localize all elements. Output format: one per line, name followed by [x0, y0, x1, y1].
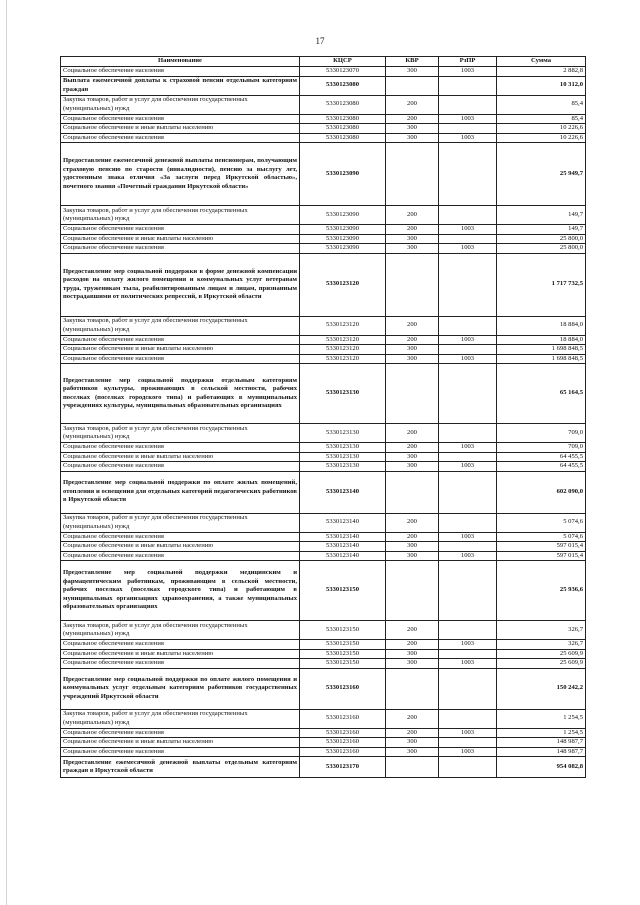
- cell-kcsr: 5330123120: [300, 335, 386, 345]
- cell-rzpr: [439, 124, 497, 134]
- cell-kvr: 200: [386, 335, 439, 345]
- cell-rzpr: [439, 345, 497, 355]
- cell-rzpr: [439, 95, 497, 114]
- cell-kcsr: 5330123120: [300, 345, 386, 355]
- table-row: [61, 640, 586, 650]
- cell-sum: 64 455,5: [497, 452, 586, 462]
- cell-rzpr: 1003: [439, 659, 497, 669]
- cell-sum: 597 015,4: [497, 551, 586, 561]
- cell-rzpr: 1003: [439, 728, 497, 738]
- cell-rzpr: [439, 316, 497, 335]
- cell-name: Социальное обеспечение населения: [61, 225, 300, 235]
- cell-sum: 602 090,0: [497, 471, 586, 513]
- cell-sum: 326,7: [497, 640, 586, 650]
- cell-sum: 65 164,5: [497, 364, 586, 424]
- cell-kcsr: 5330123080: [300, 76, 386, 95]
- cell-sum: 1 698 848,5: [497, 354, 586, 364]
- cell-sum: 1 698 848,5: [497, 345, 586, 355]
- table-row: [61, 728, 586, 738]
- cell-kvr: [386, 253, 439, 316]
- cell-kcsr: 5330123130: [300, 424, 386, 443]
- table-row: [61, 443, 586, 453]
- cell-kvr: 300: [386, 747, 439, 757]
- table-row: [61, 462, 586, 472]
- cell-kvr: 200: [386, 424, 439, 443]
- cell-rzpr: [439, 452, 497, 462]
- cell-sum: 326,7: [497, 621, 586, 640]
- cell-name: Социальное обеспечение населения: [61, 640, 300, 650]
- cell-kvr: 200: [386, 443, 439, 453]
- cell-kvr: 300: [386, 738, 439, 748]
- cell-rzpr: [439, 143, 497, 206]
- table-row: [61, 225, 586, 235]
- table-row: [61, 316, 586, 335]
- cell-name: Социальное обеспечение и иные выплаты населению: [61, 452, 300, 462]
- cell-rzpr: 1003: [439, 551, 497, 561]
- cell-sum: 10 226,6: [497, 133, 586, 143]
- scan-edge-line: [6, 0, 7, 905]
- cell-sum: 150 242,2: [497, 668, 586, 709]
- cell-name: Социальное обеспечение населения: [61, 335, 300, 345]
- table-row-section: [61, 253, 586, 316]
- cell-name: Социальное обеспечение населения: [61, 244, 300, 254]
- cell-name: Закупка товаров, работ и услуг для обеспечения государственных (муниципальных) нужд: [61, 424, 300, 443]
- table-row: [61, 124, 586, 134]
- cell-rzpr: [439, 757, 497, 778]
- cell-name: Закупка товаров, работ и услуг для обеспечения государственных (муниципальных) нужд: [61, 95, 300, 114]
- cell-rzpr: [439, 206, 497, 225]
- table-row-section: [61, 757, 586, 778]
- cell-rzpr: 1003: [439, 462, 497, 472]
- cell-rzpr: 1003: [439, 67, 497, 77]
- cell-kvr: [386, 471, 439, 513]
- table-row: [61, 532, 586, 542]
- table-row: [61, 551, 586, 561]
- header-kcsr: КЦСР: [300, 57, 386, 67]
- cell-name: Предоставление мер социальной поддержки отдельным категориям работников культуры, проживающих в сельской местности, рабочих поселках (поселках городского типа) и работающих в муниципальных учреждениях культуры, муниципальных образовательных организациях: [61, 364, 300, 424]
- cell-name: Социальное обеспечение и иные выплаты населению: [61, 738, 300, 748]
- cell-name: Социальное обеспечение населения: [61, 659, 300, 669]
- cell-kvr: 300: [386, 354, 439, 364]
- cell-sum: 149,7: [497, 225, 586, 235]
- cell-sum: 149,7: [497, 206, 586, 225]
- table-row: [61, 114, 586, 124]
- cell-name: Социальное обеспечение населения: [61, 532, 300, 542]
- cell-kcsr: 5330123150: [300, 621, 386, 640]
- cell-sum: 25 949,7: [497, 143, 586, 206]
- table-row: [61, 452, 586, 462]
- header-rzpr: РзПР: [439, 57, 497, 67]
- cell-kvr: [386, 364, 439, 424]
- cell-rzpr: 1003: [439, 225, 497, 235]
- cell-sum: 709,0: [497, 443, 586, 453]
- cell-sum: 954 082,8: [497, 757, 586, 778]
- cell-kvr: 200: [386, 621, 439, 640]
- cell-sum: 1 717 732,5: [497, 253, 586, 316]
- cell-kcsr: 5330123160: [300, 738, 386, 748]
- header-kvr: КВР: [386, 57, 439, 67]
- table-row: [61, 234, 586, 244]
- cell-sum: 597 015,4: [497, 542, 586, 552]
- cell-kcsr: 5330123140: [300, 551, 386, 561]
- cell-sum: 1 254,5: [497, 709, 586, 728]
- cell-kcsr: 5330123120: [300, 316, 386, 335]
- cell-rzpr: 1003: [439, 114, 497, 124]
- table-row: [61, 659, 586, 669]
- cell-kcsr: 5330123090: [300, 234, 386, 244]
- cell-name: Закупка товаров, работ и услуг для обеспечения государственных (муниципальных) нужд: [61, 206, 300, 225]
- cell-name: Социальное обеспечение населения: [61, 67, 300, 77]
- cell-rzpr: 1003: [439, 640, 497, 650]
- cell-rzpr: 1003: [439, 133, 497, 143]
- cell-name: Предоставление ежемесячной денежной выплаты отдельным категориям граждан в Иркутской области: [61, 757, 300, 778]
- cell-kvr: 300: [386, 124, 439, 134]
- cell-name: Предоставление мер социальной поддержки по оплате жилых помещений, отопления и освещения для отдельных категорий педагогических работников в Иркутской области: [61, 471, 300, 513]
- cell-kvr: 300: [386, 542, 439, 552]
- cell-kvr: 300: [386, 551, 439, 561]
- cell-kvr: 300: [386, 462, 439, 472]
- cell-name: Социальное обеспечение и иные выплаты населению: [61, 124, 300, 134]
- cell-rzpr: 1003: [439, 747, 497, 757]
- page-number: 17: [315, 36, 325, 46]
- table-row: [61, 513, 586, 532]
- table-header-row: [61, 57, 586, 67]
- table-row: [61, 649, 586, 659]
- cell-sum: 25 936,6: [497, 561, 586, 621]
- cell-kvr: 200: [386, 206, 439, 225]
- cell-name: Социальное обеспечение населения: [61, 133, 300, 143]
- table-row: [61, 738, 586, 748]
- cell-sum: 2 882,8: [497, 67, 586, 77]
- table-row: [61, 621, 586, 640]
- cell-sum: 1 254,5: [497, 728, 586, 738]
- cell-rzpr: [439, 364, 497, 424]
- cell-kvr: 200: [386, 114, 439, 124]
- cell-kvr: 200: [386, 709, 439, 728]
- cell-rzpr: 1003: [439, 532, 497, 542]
- cell-kcsr: 5330123150: [300, 640, 386, 650]
- table-row: [61, 206, 586, 225]
- cell-kcsr: 5330123140: [300, 471, 386, 513]
- cell-rzpr: [439, 471, 497, 513]
- table-row-section: [61, 471, 586, 513]
- cell-kvr: [386, 561, 439, 621]
- table-row: [61, 424, 586, 443]
- cell-name: Социальное обеспечение и иные выплаты населению: [61, 234, 300, 244]
- cell-kvr: 200: [386, 728, 439, 738]
- cell-sum: 5 074,6: [497, 532, 586, 542]
- cell-rzpr: [439, 621, 497, 640]
- cell-kvr: 200: [386, 532, 439, 542]
- cell-kcsr: 5330123160: [300, 747, 386, 757]
- cell-kvr: [386, 76, 439, 95]
- cell-sum: 10 312,0: [497, 76, 586, 95]
- cell-rzpr: 1003: [439, 244, 497, 254]
- cell-kcsr: 5330123140: [300, 542, 386, 552]
- cell-kcsr: 5330123150: [300, 561, 386, 621]
- cell-kvr: 300: [386, 345, 439, 355]
- budget-table: [60, 56, 586, 778]
- cell-kvr: 200: [386, 513, 439, 532]
- cell-rzpr: [439, 513, 497, 532]
- cell-name: Закупка товаров, работ и услуг для обеспечения государственных (муниципальных) нужд: [61, 621, 300, 640]
- cell-sum: 64 455,5: [497, 462, 586, 472]
- cell-name: Закупка товаров, работ и услуг для обеспечения государственных (муниципальных) нужд: [61, 513, 300, 532]
- table-row-section: [61, 668, 586, 709]
- cell-sum: 18 884,0: [497, 316, 586, 335]
- table-row: [61, 354, 586, 364]
- table-row: [61, 709, 586, 728]
- cell-rzpr: 1003: [439, 443, 497, 453]
- cell-kvr: [386, 668, 439, 709]
- cell-kcsr: 5330123080: [300, 114, 386, 124]
- cell-sum: 18 884,0: [497, 335, 586, 345]
- table-row: [61, 335, 586, 345]
- cell-name: Социальное обеспечение населения: [61, 354, 300, 364]
- table-row: [61, 95, 586, 114]
- table-row: [61, 244, 586, 254]
- cell-rzpr: [439, 561, 497, 621]
- cell-sum: 25 609,9: [497, 649, 586, 659]
- cell-kvr: 200: [386, 640, 439, 650]
- cell-kvr: 300: [386, 133, 439, 143]
- table-row-section: [61, 364, 586, 424]
- table-row: [61, 67, 586, 77]
- header-sum: Сумма: [497, 57, 586, 67]
- cell-sum: 148 987,7: [497, 738, 586, 748]
- cell-name: Социальное обеспечение населения: [61, 747, 300, 757]
- cell-kcsr: 5330123150: [300, 659, 386, 669]
- table-row: [61, 747, 586, 757]
- cell-kcsr: 5330123140: [300, 513, 386, 532]
- cell-kvr: [386, 143, 439, 206]
- cell-sum: 25 800,0: [497, 234, 586, 244]
- cell-sum: 25 609,9: [497, 659, 586, 669]
- cell-sum: 709,0: [497, 424, 586, 443]
- cell-kcsr: 5330123130: [300, 443, 386, 453]
- cell-kvr: 200: [386, 316, 439, 335]
- cell-sum: 10 226,6: [497, 124, 586, 134]
- table-row: [61, 542, 586, 552]
- cell-name: Социальное обеспечение населения: [61, 551, 300, 561]
- cell-kcsr: 5330123160: [300, 728, 386, 738]
- header-name: Наименование: [61, 57, 300, 67]
- cell-rzpr: [439, 424, 497, 443]
- cell-name: Социальное обеспечение населения: [61, 728, 300, 738]
- cell-sum: 25 800,0: [497, 244, 586, 254]
- cell-rzpr: 1003: [439, 335, 497, 345]
- cell-rzpr: [439, 668, 497, 709]
- cell-kcsr: 5330123170: [300, 757, 386, 778]
- table-row-section: [61, 561, 586, 621]
- cell-kcsr: 5330123080: [300, 124, 386, 134]
- cell-rzpr: [439, 253, 497, 316]
- cell-rzpr: [439, 738, 497, 748]
- cell-kcsr: 5330123090: [300, 206, 386, 225]
- cell-sum: 5 074,6: [497, 513, 586, 532]
- cell-kvr: [386, 757, 439, 778]
- cell-kvr: 300: [386, 67, 439, 77]
- cell-kcsr: 5330123130: [300, 364, 386, 424]
- cell-kvr: 300: [386, 659, 439, 669]
- cell-kcsr: 5330123090: [300, 143, 386, 206]
- cell-kcsr: 5330123140: [300, 532, 386, 542]
- cell-name: Социальное обеспечение населения: [61, 114, 300, 124]
- cell-kcsr: 5330123090: [300, 225, 386, 235]
- table-row: [61, 345, 586, 355]
- cell-name: Социальное обеспечение и иные выплаты населению: [61, 345, 300, 355]
- cell-name: Социальное обеспечение и иные выплаты населению: [61, 542, 300, 552]
- cell-name: Социальное обеспечение и иные выплаты населению: [61, 649, 300, 659]
- cell-name: Закупка товаров, работ и услуг для обеспечения государственных (муниципальных) нужд: [61, 709, 300, 728]
- cell-kcsr: 5330123130: [300, 462, 386, 472]
- cell-name: Предоставление мер социальной поддержки в форме денежной компенсации расходов на оплату жилого помещения и коммунальных услуг ветеранам труда, труженикам тыла, реабилитированным лицам и лицам, признанным пострадавшими от политических репрессий, в Иркутской области: [61, 253, 300, 316]
- cell-name: Выплата ежемесячной доплаты к страховой пенсии отдельным категориям граждан: [61, 76, 300, 95]
- cell-kcsr: 5330123080: [300, 133, 386, 143]
- cell-rzpr: [439, 234, 497, 244]
- cell-kcsr: 5330123120: [300, 253, 386, 316]
- cell-kvr: 300: [386, 244, 439, 254]
- cell-name: Предоставление мер социальной поддержки по оплате жилого помещения и коммунальных услуг отдельным категориям работников государственных учреждений Иркутской области: [61, 668, 300, 709]
- cell-kcsr: 5330123090: [300, 244, 386, 254]
- cell-kcsr: 5330123150: [300, 649, 386, 659]
- table-body: [61, 67, 586, 778]
- cell-kvr: 200: [386, 95, 439, 114]
- cell-kcsr: 5330123080: [300, 95, 386, 114]
- cell-sum: 148 987,7: [497, 747, 586, 757]
- cell-name: Предоставление мер социальной поддержки медицинским и фармацевтическим работникам, проживающим в сельской местности, рабочих поселках (поселках городского типа) и работающим в муниципальных организациях здравоохранения, а также муниципальных образовательных организациях: [61, 561, 300, 621]
- cell-kvr: 300: [386, 234, 439, 244]
- cell-rzpr: 1003: [439, 354, 497, 364]
- cell-rzpr: [439, 649, 497, 659]
- cell-kcsr: 5330123130: [300, 452, 386, 462]
- cell-rzpr: [439, 76, 497, 95]
- cell-kcsr: 5330123070: [300, 67, 386, 77]
- cell-sum: 85,4: [497, 95, 586, 114]
- cell-kvr: 300: [386, 452, 439, 462]
- table-row-section: [61, 76, 586, 95]
- cell-kcsr: 5330123160: [300, 709, 386, 728]
- cell-sum: 85,4: [497, 114, 586, 124]
- table-row: [61, 133, 586, 143]
- cell-rzpr: [439, 542, 497, 552]
- cell-kvr: 200: [386, 225, 439, 235]
- cell-name: Социальное обеспечение населения: [61, 443, 300, 453]
- cell-name: Предоставление ежемесячной денежной выплаты пенсионерам, получающим страховую пенсию по старости (инвалидности), пенсию за выслугу лет, удостоенным знака отличия «За заслуги перед Иркутской областью», почетного звания «Почетный гражданин Иркутской области»: [61, 143, 300, 206]
- cell-kcsr: 5330123120: [300, 354, 386, 364]
- cell-name: Социальное обеспечение населения: [61, 462, 300, 472]
- cell-name: Закупка товаров, работ и услуг для обеспечения государственных (муниципальных) нужд: [61, 316, 300, 335]
- cell-rzpr: [439, 709, 497, 728]
- table-row-section: [61, 143, 586, 206]
- cell-kvr: 300: [386, 649, 439, 659]
- cell-kcsr: 5330123160: [300, 668, 386, 709]
